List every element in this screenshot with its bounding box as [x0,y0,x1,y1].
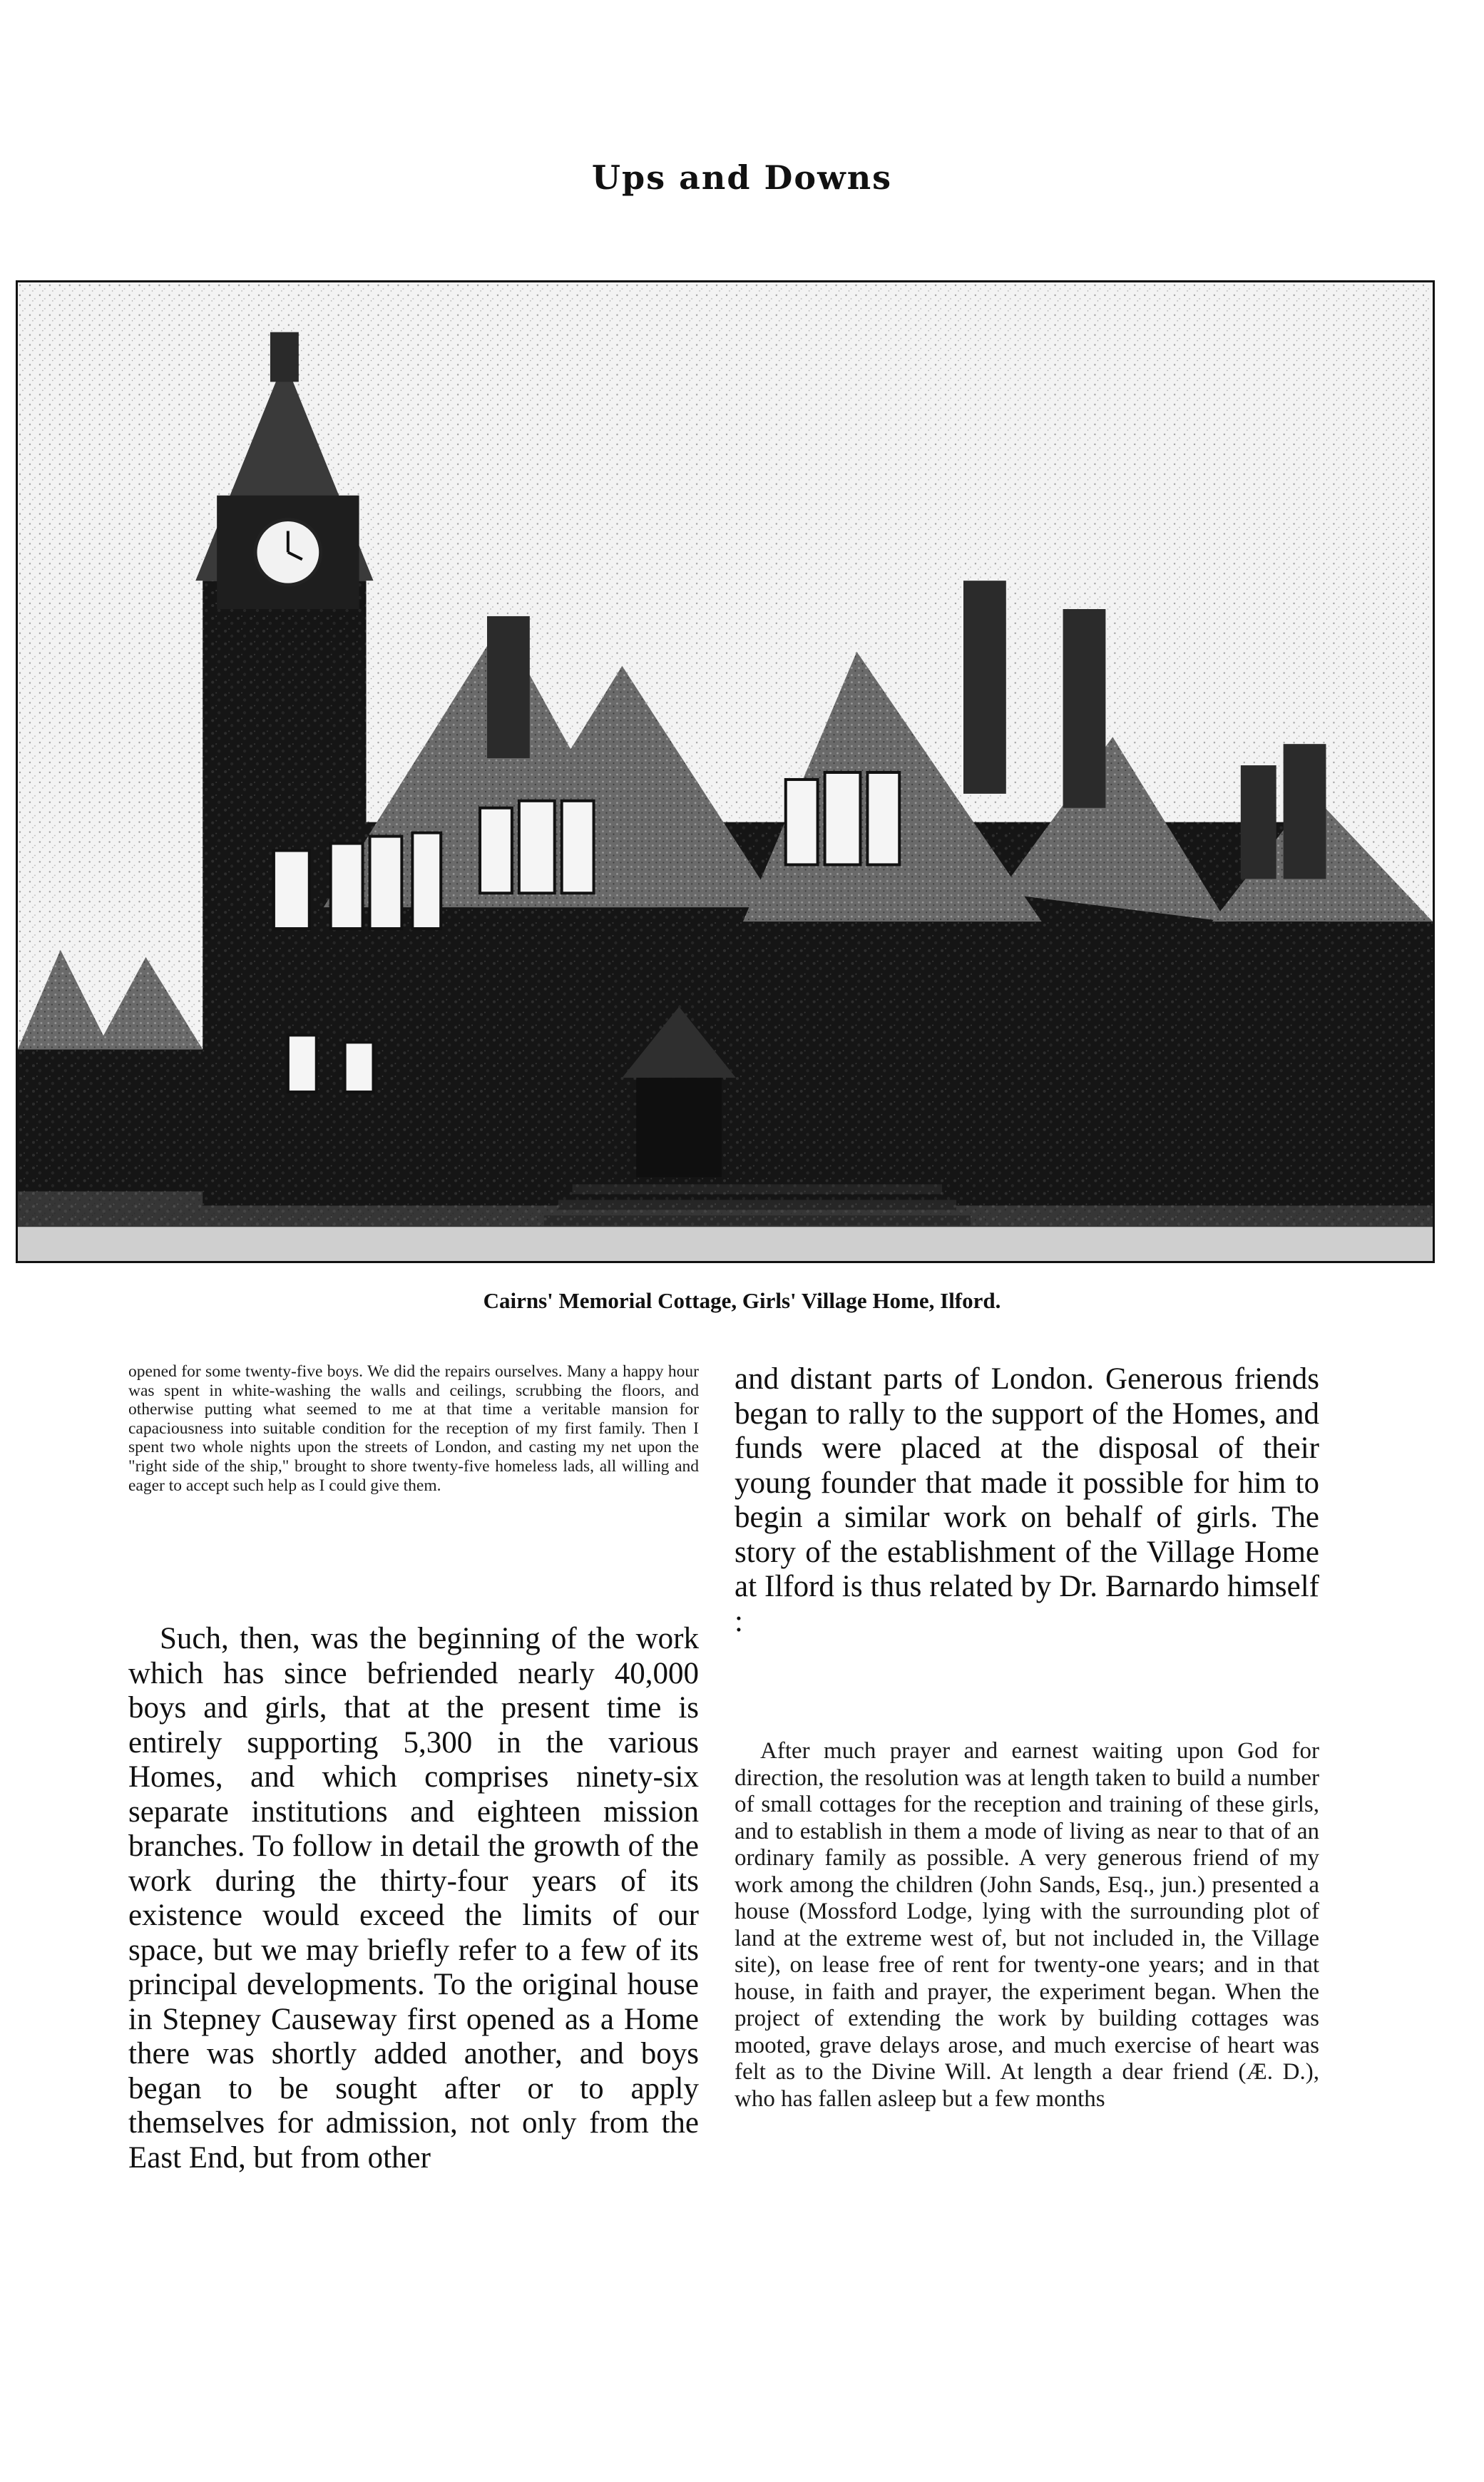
left-large-paragraph: Such, then, was the beginning of the work which has since befriended nearly 40,000 boys and girls, that at the present time is entirely supporting 5,300 in the various Homes, and which comprises ninety-six separate institutions and eighteen mission branches. To follow in detail the growth of the work during the thirty-four years of its existence would exceed the limits of our space, but we may briefly refer to a few of its principal developments. To the original house in Stepney Causeway first opened as a Home there was shortly added another, and boys began to be sought after or to apply themselves for admission, not only from the East End, but from other [128,1622,699,2175]
photograph [16,280,1435,1263]
building-photo-icon [18,282,1433,1261]
right-quoted-paragraph: After much prayer and earnest waiting upon God for direction, the resolution was at length taken to build a number of small cottages for the reception and training of these girls, and to establish in them a mode of living as near to that of an ordinary family as possible. A very generous friend of my work among the children (John Sands, Esq., jun.) presented a house (Mossford Lodge, lying with the surrounding plot of land at the extreme west of, but not included in, the Village site), on lease free of rent for twenty-one years; and in that house, in faith and prayer, the experiment began. When the project of extending the work by building cottages was mooted, grave delays arose, and much exercise of heart was felt as to the Divine Will. At length a dear friend (Æ. D.), who has fallen asleep but a few months [735,1738,1319,2112]
running-head-title: Ups and Downs [591,158,893,197]
left-small-paragraph: opened for some twenty-five boys. We did the repairs ourselves. Many a happy hour was spent in white-washing the walls and ceilings, scrubbing the floors, and otherwise putting what seemed to me at that time a veritable mansion for capaciousness into suitable condition for the reception of my first family. Then I spent two whole nights upon the streets of London, and casting my net upon the "right side of the ship," brought to shore twenty-five homeless lads, all willing and eager to accept such help as I could give them. [128,1362,699,1495]
right-large-paragraph: and distant parts of London. Generous friends began to rally to the support of the Homes, and funds were placed at the disposal of their young founder that made it possible for him to begin a similar work on behalf of girls. The story of the establishment of the Village Home at Ilford is thus related by Dr. Barnardo himself : [735,1362,1319,1638]
figure-caption: Cairns' Memorial Cottage, Girls' Village Home, Ilford. [483,1288,1001,1313]
